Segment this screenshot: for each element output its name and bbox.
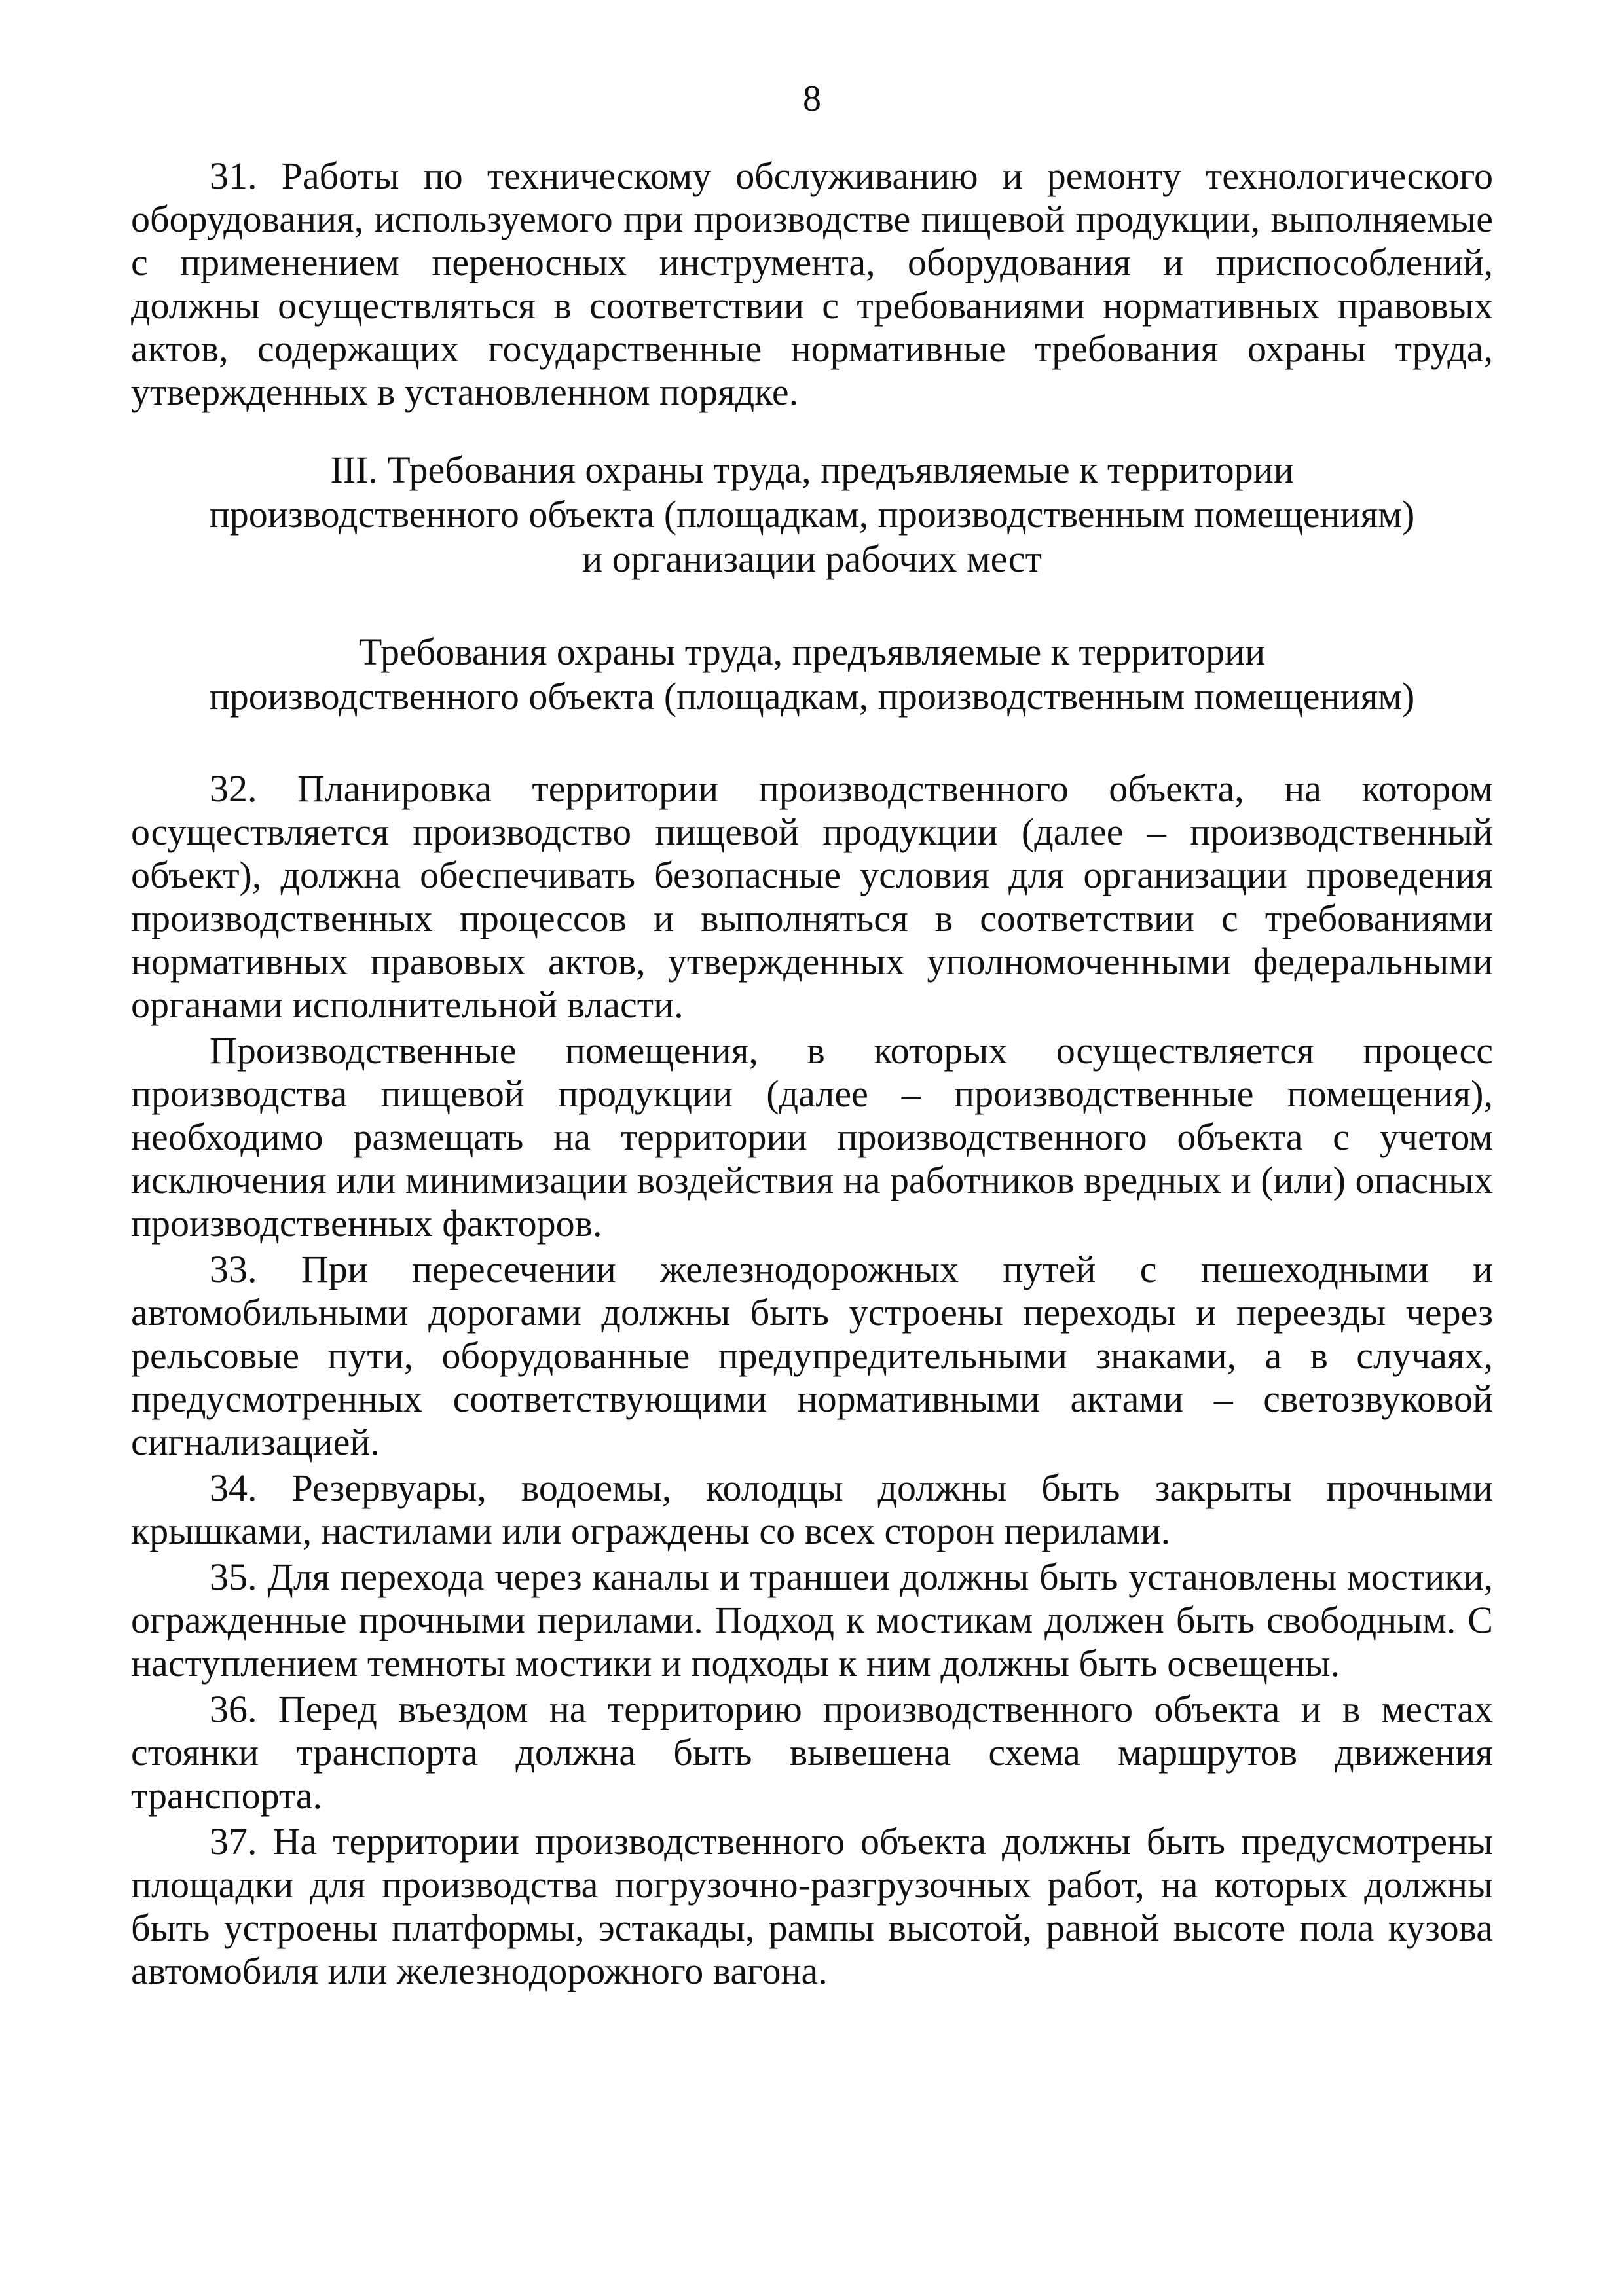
paragraph-37: 37. На территории производственного объекта должны быть предусмотрены площадки для производства погрузочно-разгрузочных работ, на которых должны быть устроены платформы, эстакады, рампы высотой, равной высоте пола кузова автомобиля или железнодорожного вагона. [131, 1820, 1493, 1992]
paragraph-36: 36. Перед въездом на территорию производственного объекта и в местах стоянки транспорта должна быть вывешена схема маршрутов движения транспорта. [131, 1688, 1493, 1817]
section-heading-line-1: III. Требования охраны труда, предъявляемые к территории [330, 448, 1294, 491]
page-number: 8 [803, 79, 821, 119]
paragraph-32-continued: Производственные помещения, в которых осуществляется процесс производства пищевой продукции (далее – производственные помещения), необходимо размещать на территории производственного объекта с учетом исключения или минимизации воздействия на работников вредных и (или) опасных производственных факторов. [131, 1029, 1493, 1245]
sub-heading-line-1: Требования охраны труда, предъявляемые к территории [358, 630, 1266, 673]
document-body [131, 155, 1493, 1993]
section-heading-line-3: и организации рабочих мест [582, 538, 1042, 580]
paragraph-34: 34. Резервуары, водоемы, колодцы должны быть закрыты прочными крышками, настилами или ограждены со всех сторон перилами. [131, 1467, 1493, 1552]
section-heading-line-2: производственного объекта (площадкам, производственным помещениям) [209, 493, 1415, 536]
paragraph-35: 35. Для перехода через каналы и траншеи должны быть установлены мостики, огражденные прочными перилами. Подход к мостикам должен быть свободным. С наступлением темноты мостики и подходы к ним должны быть освещены. [131, 1556, 1493, 1685]
paragraph-31: 31. Работы по техническому обслуживанию и ремонту технологического оборудования, используемого при производстве пищевой продукции, выполняемые с применением переносных инструмента, оборудования и приспособлений, должны осуществляться в соответствии с требованиями нормативных правовых актов, содержащих государственные нормативные требования охраны труда, утвержденных в установленном порядке. [131, 155, 1493, 413]
paragraph-33: 33. При пересечении железнодорожных путей с пешеходными и автомобильными дорогами должны быть устроены переходы и переезды через рельсовые пути, оборудованные предупредительными знаками, а в случаях, предусмотренных соответствующими нормативными актами – светозвуковой сигнализацией. [131, 1248, 1493, 1463]
paragraph-32: 32. Планировка территории производственного объекта, на котором осуществляется производство пищевой продукции (далее – производственный объект), должна обеспечивать безопасные условия для организации проведения производственных процессов и выполняться в соответствии с требованиями нормативных правовых актов, утвержденных уполномоченными федеральными органами исполнительной власти. [131, 767, 1493, 1026]
sub-heading [131, 630, 1493, 719]
section-heading [131, 448, 1493, 581]
sub-heading-line-2: производственного объекта (площадкам, производственным помещениям) [209, 675, 1415, 718]
